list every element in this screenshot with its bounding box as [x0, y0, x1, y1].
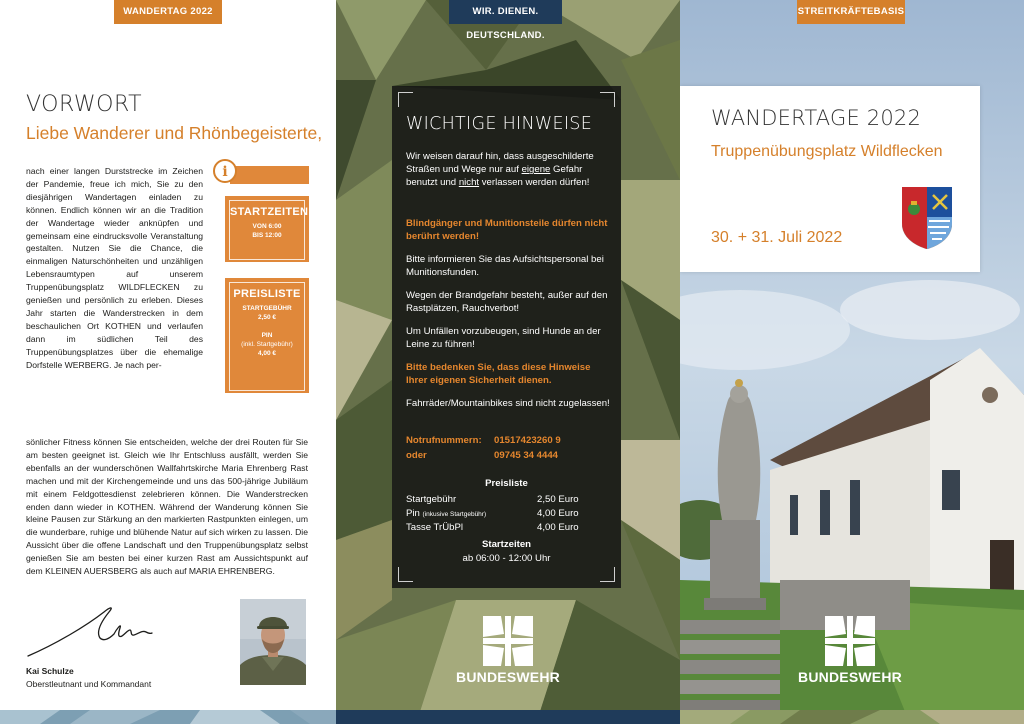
bundeswehr-wordmark: BUNDESWEHR [798, 669, 902, 685]
startzeiten-line-1: VON 6:00 [252, 223, 282, 230]
notruf-line-2: oder 09745 34 4444 [406, 450, 559, 461]
iron-cross-icon [825, 616, 875, 666]
notruf-line-1: Notrufnummern: 01517423260 9 [406, 435, 561, 446]
hinweise-box [392, 86, 621, 588]
hinweis-sicherheit: Bitte bedenken Sie, dass diese Hinweise Ihrer eigenen Sicherheit dienen. [406, 362, 591, 387]
hinweis-wege: Wir weisen darauf hin, dass ausgeschilderte Straßen und Wege nur auf eigene Gefahr benutzt und nicht verlassen werden dürfen! [406, 151, 594, 189]
vorwort-heading: VORWORT [26, 92, 143, 117]
preisliste-title: PREISLISTE [233, 288, 301, 300]
info-icon: i [213, 159, 237, 183]
preisliste-box [225, 278, 309, 393]
corner-mark [398, 92, 413, 107]
bundeswehr-wordmark: BUNDESWEHR [456, 669, 560, 685]
startzeiten-box [225, 196, 309, 262]
motto-tag: WIR. DIENEN. DEUTSCHLAND. [449, 0, 562, 24]
camo-strip-left [0, 710, 336, 724]
info-bar [230, 166, 309, 184]
event-date: 30. + 31. Juli 2022 [711, 229, 843, 246]
right-panel [680, 0, 1024, 724]
price-row: Pin (inkusive Startgebühr) 4,00 Euro [406, 508, 579, 519]
corner-mark [600, 567, 615, 582]
startzeiten-line-2: BIS 12:00 [252, 232, 282, 239]
price-row: Tasse TrÜbPl 4,00 Euro [406, 522, 579, 533]
corner-mark [398, 567, 413, 582]
bundeswehr-logo [790, 616, 910, 685]
preisliste-startgebuehr: STARTGEBÜHR [242, 305, 292, 312]
hinweis-hunde: Um Unfällen vorzubeugen, sind Hunde an der Leine zu führen! [406, 326, 601, 351]
startzeiten-title: STARTZEITEN [230, 206, 309, 218]
middle-panel [336, 0, 680, 724]
wandertag-tag: WANDERTAG 2022 [114, 0, 222, 24]
hinweise-title: WICHTIGE HINWEISE [406, 114, 593, 134]
hinweis-rauchverbot: Wegen der Brandgefahr besteht, außer auf den Rastplätzen, Rauchverbot! [406, 290, 608, 315]
price-row: Startgebühr 2,50 Euro [406, 494, 579, 505]
title-card [680, 86, 980, 272]
streitkraeftebasis-tag: STREITKRÄFTEBASIS [797, 0, 905, 24]
vorwort-subheading: Liebe Wanderer und Rhönbegeisterte, [26, 123, 323, 143]
hinweis-fahrraeder: Fahrräder/Mountainbikes sind nicht zugelassen! [406, 398, 610, 409]
vorwort-text-1: nach einer langen Durststrecke im Zeichen der Pandemie, freue ich mich, Sie zu den diesjährigen Wandertagen einladen zu können. Endlich können wir an die Tradition der Wandertage wieder anknüpfen und gemeinsam eine eindrucksvolle Veranstaltung gestalten. Nutzen Sie die Chance, die einmaligen Naturschönheiten und unzähligen Lebensraumtypen auf unserem Truppenübungsplatz WILDFLECKEN zu genießen und persönlich zu erleben. Dieses Jahr starten die Wanderstrecken in dem beschaulichen Ort KOTHEN und verlaufen dann im südlichen Teil des Truppenübungsplatzes über die ehemalige Dorfstelle WERBERG. Je nach per- [26, 166, 203, 370]
camo-strip-right [680, 710, 1024, 724]
signature-name: Kai Schulze [26, 666, 74, 676]
event-title: WANDERTAGE 2022 [711, 106, 922, 130]
vorwort-text-2: sönlicher Fitness können Sie entscheiden, welche der drei Routen für Sie am besten geeignet ist. Gleich wie Ihr Entschluss ausfällt, werden Sie ebenfalls an der wunderschönen Wallfahrtskirche Maria Ehrenberg Rast machen und mit der Kirchengemeinde und uns das 500-jährige Jubiläum mit einem Feldgottesdienst zelebrieren können. Die Wanderstrecken enden dann wieder in KOTHEN. Während der Wanderung können Sie kleine Pausen zur Stärkung an den markierten Rastpunkten einlegen, um die wunderbare, ruhige und blühende Natur auf sich wirken zu lassen. Die Aussicht über die offene Landschaft und den Truppenübungsplatz selbst genießen Sie am besten bei einer kurzen Rast am Aussichtspunkt auf dem KLEINEN AUERSBERG als auch auf MARIA EHRENBERG. [26, 437, 308, 577]
preisliste-heading: Preisliste [485, 478, 528, 489]
startzeiten-value: ab 06:00 - 12:00 Uhr [462, 553, 551, 564]
left-panel [0, 0, 336, 724]
startzeiten-heading: Startzeiten [481, 539, 532, 550]
preisliste-pin: PIN [261, 332, 273, 339]
navy-strip [336, 710, 680, 724]
corner-mark [600, 92, 615, 107]
coat-of-arms-icon [902, 187, 952, 249]
preisliste-startgebuehr-price: 2,50 € [257, 314, 277, 321]
preisliste-pin-note: (inkl. Startgebühr) [241, 341, 293, 348]
hinweis-blindgaenger: Blindgänger und Munitionsteile dürfen nicht berührt werden! [406, 218, 608, 243]
preisliste-pin-price: 4,00 € [257, 350, 277, 357]
hinweis-munitionsfunde: Bitte informieren Sie das Aufsichtspersonal bei Munitionsfunden. [406, 254, 604, 279]
commander-portrait [240, 599, 306, 685]
signature [26, 600, 156, 660]
event-location: Truppenübungsplatz Wildflecken [711, 143, 943, 160]
iron-cross-icon [483, 616, 533, 666]
signature-role: Oberstleutnant und Kommandant [26, 679, 152, 689]
bundeswehr-logo [448, 616, 568, 685]
